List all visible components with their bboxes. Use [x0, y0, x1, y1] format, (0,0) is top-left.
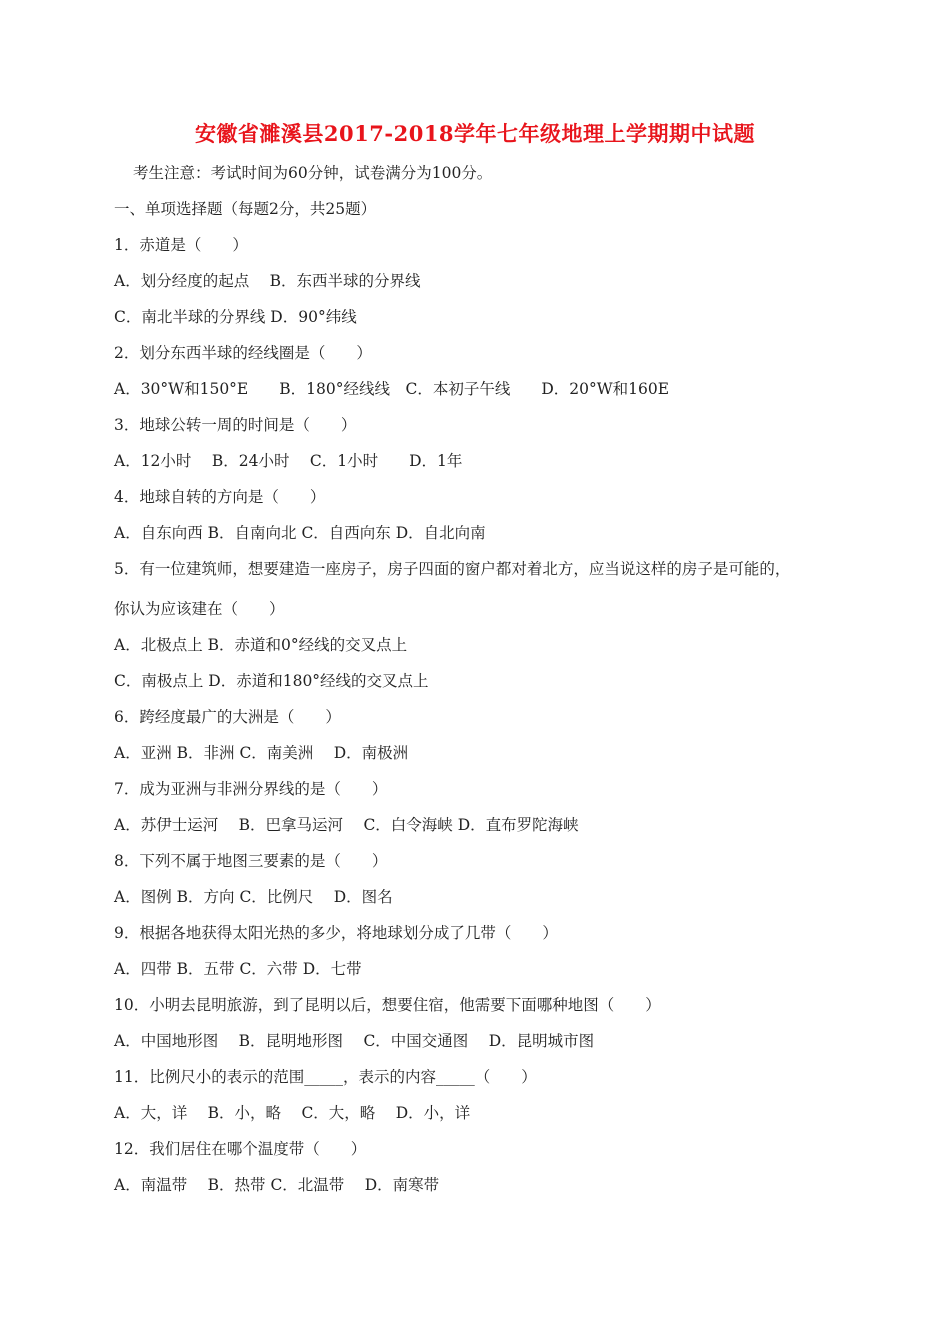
- answer-options: C．南极点上 D．赤道和180°经线的交叉点上: [114, 672, 429, 690]
- answer-options: A．苏伊士运河 B．巴拿马运河 C．白令海峡 D．直布罗陀海峡: [114, 816, 579, 834]
- question-text: 9．根据各地获得太阳光热的多少，将地球划分成了几带（ ）: [114, 924, 558, 942]
- answer-options: A．南温带 B．热带 C．北温带 D．南寒带: [114, 1176, 440, 1194]
- question-text-continued: 你认为应该建在（ ）: [114, 600, 285, 618]
- question-text: 11．比例尺小的表示的范围_____，表示的内容_____（ ）: [114, 1068, 537, 1086]
- question-text: 6．跨经度最广的大洲是（ ）: [114, 708, 341, 726]
- answer-options: A．30°W和150°E B．180°经线线 C．本初子午线 D．20°W和160E: [114, 380, 670, 398]
- question-text: 4．地球自转的方向是（ ）: [114, 488, 326, 506]
- question-text: 1．赤道是（ ）: [114, 236, 248, 254]
- answer-options: A．自东向西 B．自南向北 C．自西向东 D．自北向南: [114, 524, 486, 542]
- answer-options: A．北极点上 B．赤道和0°经线的交叉点上: [114, 636, 408, 654]
- question-text: 5．有一位建筑师，想要建造一座房子，房子四面的窗户都对着北方，应当说这样的房子是可能的，: [114, 560, 791, 578]
- question-text: 8．下列不属于地图三要素的是（ ）: [114, 852, 388, 870]
- answer-options: C．南北半球的分界线 D．90°纬线: [114, 308, 357, 326]
- question-text: 10．小明去昆明旅游，到了昆明以后，想要住宿，他需要下面哪种地图（ ）: [114, 996, 661, 1014]
- answer-options: A．亚洲 B．非洲 C．南美洲 D．南极洲: [114, 744, 409, 762]
- answer-options: A．大，详 B．小，略 C．大，略 D．小，详: [114, 1104, 471, 1122]
- exam-notice: 考生注意：考试时间为60分钟，试卷满分为100分。: [133, 164, 493, 182]
- answer-options: A．划分经度的起点 B．东西半球的分界线: [114, 272, 421, 290]
- question-text: 7．成为亚洲与非洲分界线的是（ ）: [114, 780, 388, 798]
- page-title: 安徽省濉溪县2017-2018学年七年级地理上学期期中试题: [194, 121, 756, 146]
- question-text: 2．划分东西半球的经线圈是（ ）: [114, 344, 372, 362]
- question-text: 12．我们居住在哪个温度带（ ）: [114, 1140, 367, 1158]
- section-heading: 一、单项选择题（每题2分，共25题）: [114, 200, 377, 218]
- answer-options: A．12小时 B．24小时 C．1小时 D．1年: [114, 452, 463, 470]
- answer-options: A．图例 B．方向 C．比例尺 D．图名: [114, 888, 393, 906]
- question-text: 3．地球公转一周的时间是（ ）: [114, 416, 357, 434]
- answer-options: A．四带 B．五带 C．六带 D．七带: [114, 960, 362, 978]
- answer-options: A．中国地形图 B．昆明地形图 C．中国交通图 D．昆明城市图: [114, 1032, 595, 1050]
